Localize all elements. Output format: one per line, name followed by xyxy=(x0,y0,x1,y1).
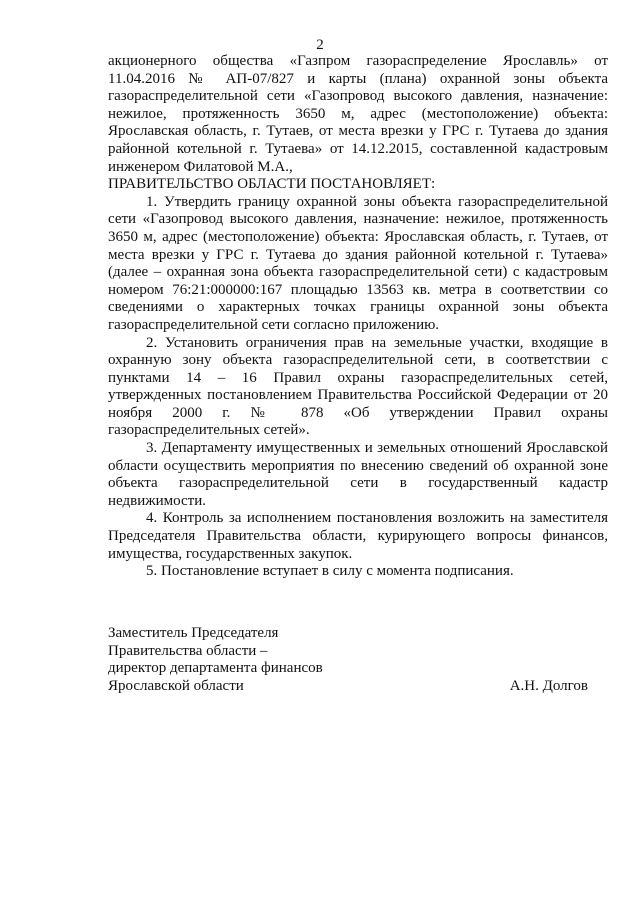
resolution-heading: ПРАВИТЕЛЬСТВО ОБЛАСТИ ПОСТАНОВЛЯЕТ: xyxy=(108,176,436,193)
item-3-paragraph: 3. Департаменту имущественных и земельных отношений Ярославской области осуществить мероприятия по внесению сведений об охранной зоне объекта газораспределительной сети в государственный кадастр недвижимости. xyxy=(108,440,608,509)
signatory-title-line-2: Правительства области – xyxy=(108,642,268,659)
intro-paragraph: акционерного общества «Газпром газораспределение Ярославль» от 11.04.2016 № АП-07/827 и карты (плана) охранной зоны объекта газораспределительной сети «Газопровод высокого давления, назначение: нежилое, протяженность 3650 м, адрес (местоположение) объекта: Ярославская область, г. Тутаев, от места врезки у ГРС г. Тутаева до здания районной котельной г. Тутаева» от 14.12.2015, составленной кадастровым инженером Филатовой М.А., xyxy=(108,53,608,175)
signatory-title-line-4: Ярославской области xyxy=(108,677,244,694)
signatory-title-line-1: Заместитель Председателя xyxy=(108,625,279,641)
item-4-paragraph: 4. Контроль за исполнением постановления возложить на заместителя Председателя Правительства области, курирующего вопросы финансов, имущества, государственных закупок. xyxy=(108,510,608,562)
item-1-paragraph: 1. Утвердить границу охранной зоны объекта газораспределительной сети «Газопровод высокого давления, назначение: нежилое, протяженность 3650 м, адрес (местоположение) объекта: Ярославская область, г. Тутаев, от места врезки у ГРС г. Тутаева до здания районной котельной г. Тутаева» (далее – охранная зона объекта газораспределительной сети) с кадастровым номером 76:21:000000:167 площадью 13563 кв. метра в соответствии со сведениями о характерных точках границы охранной зоны объекта газораспределительной сети согласно приложению. xyxy=(108,193,608,333)
item-5-paragraph: 5. Постановление вступает в силу с момента подписания. xyxy=(146,563,514,580)
document-body xyxy=(108,53,608,581)
item-2-paragraph: 2. Установить ограничения прав на земельные участки, входящие в охранную зону объекта газораспределительной сети, в соответствии с пунктами 14 – 16 Правил охраны газораспределительных сетей, утвержденных постановлением Правительства Российской Федерации от 20 ноября 2000 г. № 878 «Об утверждении Правил охраны газораспределительных сетей». xyxy=(108,334,608,439)
page-number: 2 xyxy=(316,37,324,53)
signatory-title-line-3: директор департамента финансов xyxy=(108,660,323,677)
signature-block xyxy=(108,625,588,695)
signatory-name: А.Н. Долгов xyxy=(509,677,588,694)
signatory-last-row xyxy=(108,678,588,696)
